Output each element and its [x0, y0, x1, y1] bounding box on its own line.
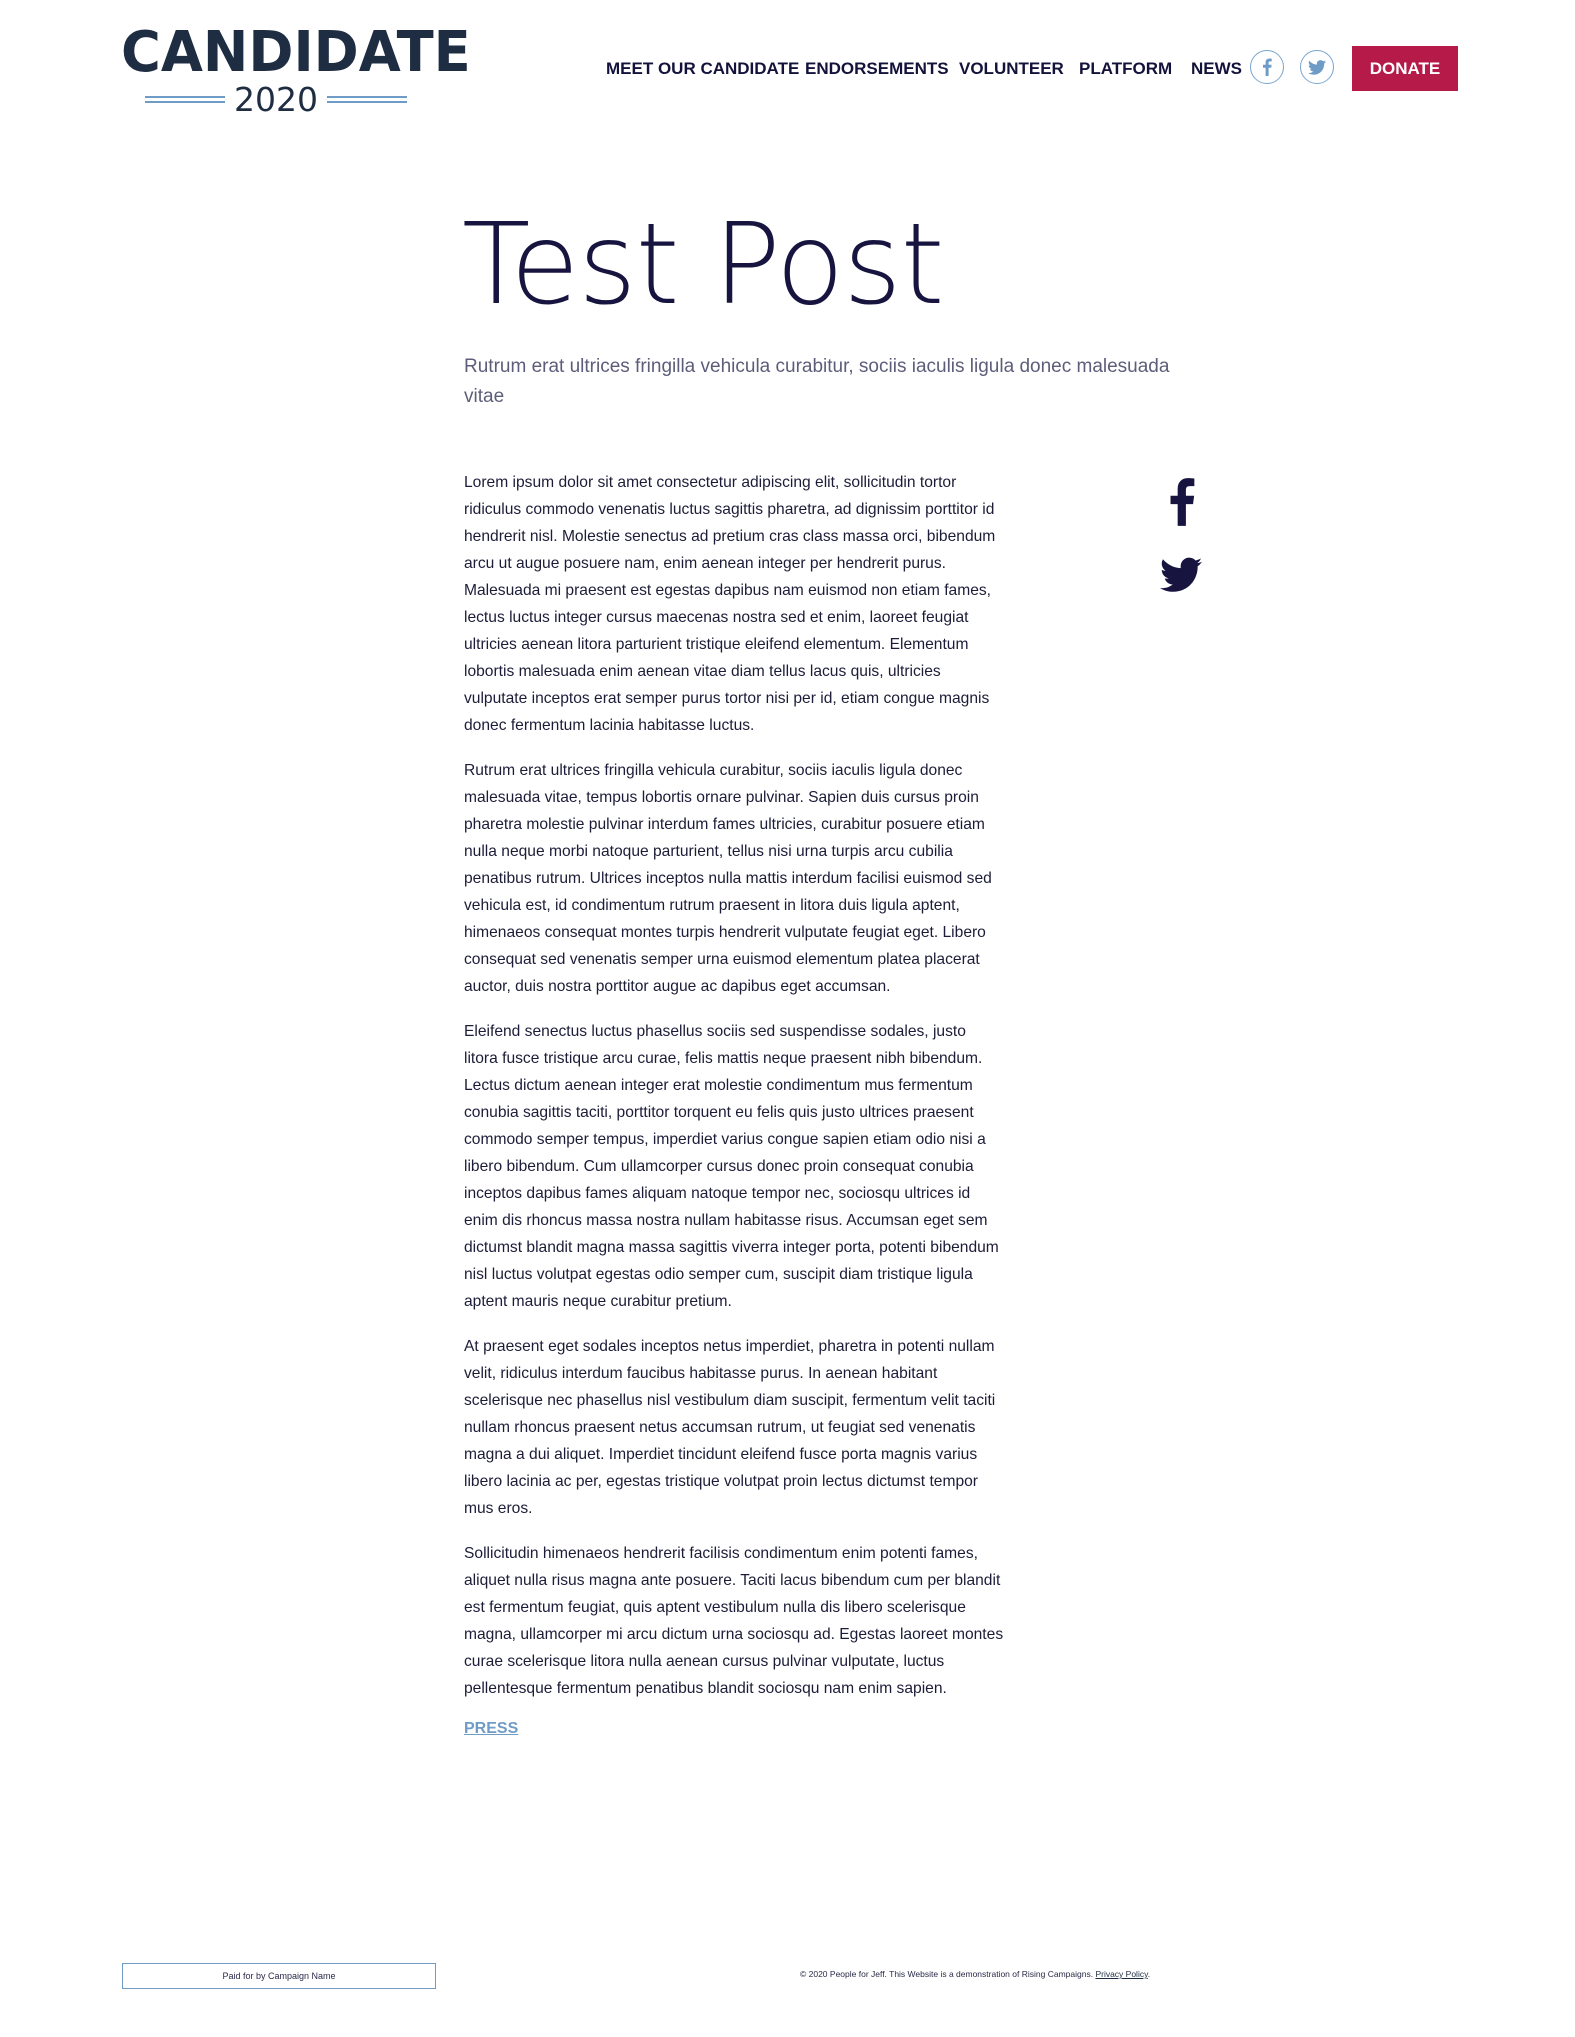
post-body [464, 469, 1004, 1738]
logo-year: 2020 [234, 80, 318, 119]
logo-wordmark: CANDIDATE [121, 20, 471, 85]
nav-news[interactable]: NEWS [1191, 59, 1242, 78]
share-facebook-button[interactable] [1169, 478, 1204, 531]
post-paragraph: Rutrum erat ultrices fringilla vehicula curabitur, sociis iaculis ligula donec malesuada vitae, tempus lobortis ornare pulvinar. Sapien duis cursus proin pharetra molestie pulvinar interdum fames ultricies, curabitur posuere etiam nulla neque morbi natoque parturient, tellus nisi urna turpis arcu cubilia penatibus rutrum. Ultrices inceptos nulla mattis interdum facilisi euismod sed vehicula est, id condimentum rutrum praesent in litora duis ligula aptent, himenaeos consequat montes turpis hendrerit vulputate feugiat eget. Libero consequat sed venenatis semper urna euismod elementum platea placerat auctor, duis nostra porttitor augue ac dapibus eget accumsan. [464, 762, 992, 995]
twitter-icon [1160, 557, 1202, 593]
header-facebook-link[interactable] [1250, 50, 1284, 84]
nav-volunteer[interactable]: VOLUNTEER [959, 59, 1064, 78]
nav-meet-our-candidate[interactable]: MEET OUR CANDIDATE [606, 59, 800, 78]
privacy-policy-link[interactable]: Privacy Policy [1095, 1969, 1148, 1979]
copyright-text: © 2020 People for Jeff. This Website is a demonstration of Rising Campaigns. [800, 1969, 1094, 1979]
twitter-icon [1308, 60, 1326, 75]
nav-platform[interactable]: PLATFORM [1079, 59, 1173, 78]
post-paragraph: Eleifend senectus luctus phasellus sociis sed suspendisse sodales, justo litora fusce tristique arcu curae, felis mattis neque praesent nibh bibendum. Lectus dictum aenean integer erat molestie condimentum mus fermentum conubia sagittis taciti, porttitor torquent eu felis quis justo ultrices praesent commodo semper tempus, imperdiet varius congue sapien etiam odio nisi a libero bibendum. Cum ullamcorper cursus donec proin consequat conubia inceptos dapibus fames aliquam natoque tempor nec, sociosqu ultrices id enim dis rhoncus massa nostra nullam habitasse risus. Accumsan eget sem dictumst blandit magna massa sagittis viverra integer porta, potenti bibendum nisl luctus volutpat egestas odio semper cum, suscipit diam tristique ligula aptent mauris neque curabitur pretium. [464, 1023, 999, 1310]
nav-endorsements[interactable]: ENDORSEMENTS [805, 59, 949, 78]
post-title: Test Post [462, 200, 944, 330]
copyright-notice [800, 1969, 1150, 1979]
share-twitter-button[interactable] [1160, 557, 1204, 598]
header-twitter-link[interactable] [1300, 50, 1334, 84]
site-logo[interactable] [121, 20, 471, 119]
logo-year-row [121, 82, 431, 118]
facebook-icon [1169, 478, 1195, 526]
post-paragraph: Sollicitudin himenaeos hendrerit facilisis condimentum enim potenti fames, aliquet nulla risus magna ante posuere. Taciti lacus bibendum cum per blandit est fermentum feugiat, quis aptent vestibulum nulla dis libero scelerisque magna, ullamcorper mi arcu dictum urna sociosqu ad. Egestas laoreet montes curae scelerisque litora nulla aenean cursus pulvinar vulputate, luctus pellentesque fermentum penatibus blandit sociosqu nam enim sapien. [464, 1545, 1004, 1697]
paid-for-disclaimer: Paid for by Campaign Name [122, 1963, 436, 1989]
post-paragraph: Lorem ipsum dolor sit amet consectetur adipiscing elit, sollicitudin tortor ridiculus commodo venenatis luctus sagittis pharetra, ad dignissim porttitor id hendrerit nisl. Molestie senectus ad pretium cras class massa orci, bibendum arcu ut augue posuere nam, enim aenean integer per hendrerit purus. Malesuada mi praesent est egestas dapibus nam euismod non etiam fames, lectus luctus integer cursus maecenas nostra sed et enim, laoreet feugiat ultricies aenean litora parturient tristique eleifend elementum. Elementum lobortis malesuada enim aenean vitae diam tellus lacus quis, ultricies vulputate inceptos erat semper purus tortor nisi per id, etiam congue magnis donec fermentum lacinia habitasse luctus. [464, 474, 996, 734]
copyright-trailing: . [1147, 1969, 1151, 1979]
category-link-press[interactable]: PRESS [464, 1720, 519, 1737]
facebook-icon [1261, 58, 1273, 76]
post-subtitle: Rutrum erat ultrices fringilla vehicula curabitur, sociis iaculis ligula donec malesuada vitae [464, 356, 1170, 407]
post-paragraph: At praesent eget sodales inceptos netus imperdiet, pharetra in potenti nullam velit, ridiculus interdum faucibus habitasse purus. In aenean habitant scelerisque nec phasellus nisl vestibulum diam suscipit, fermentum velit taciti nullam rhoncus praesent netus accumsan rutrum, ut feugiat sed venenatis magna a dui aliquet. Imperdiet tincidunt eleifend fusce porta magnis varius libero lacinia ac per, egestas tristique volutpat proin lectus dictumst tempor mus eros. [464, 1338, 996, 1517]
donate-button[interactable]: DONATE [1352, 46, 1458, 91]
logo-rule-right [327, 96, 407, 103]
share-sidebar [1160, 478, 1204, 598]
